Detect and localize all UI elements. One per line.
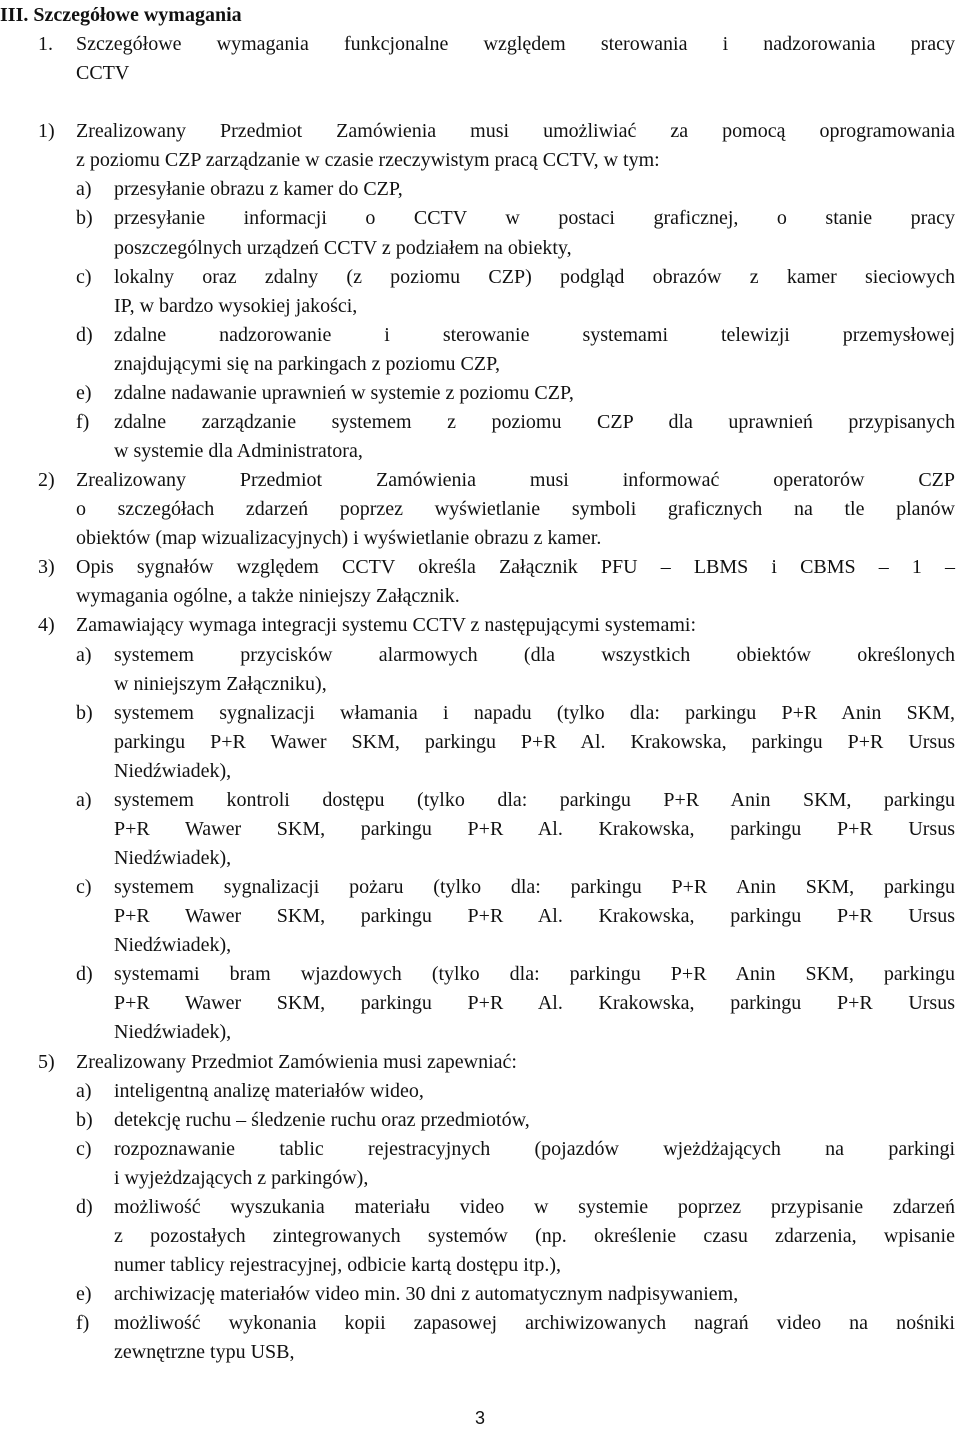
list-item-2-line — [0, 523, 960, 553]
list-item-2-text: Zrealizowany Przedmiot Zamówienia musi informować operatorów CZP — [76, 469, 955, 492]
list-subitem-c-text: i wyjeżdzających z parkingów), — [114, 1166, 369, 1189]
list-subitem-e-line — [0, 378, 960, 408]
list-subitem-f-text: w systemie dla Administratora, — [114, 440, 363, 463]
list-item-2-text: o szczegółach zdarzeń poprzez wyświetlanie symboli graficznych na tle planów — [76, 498, 955, 521]
list-subitem-b-line — [0, 698, 960, 728]
list-item-3-label: 3) — [38, 556, 55, 579]
list-subitem-a-text: systemem przycisków alarmowych (dla wszystkich obiektów określonych — [114, 643, 955, 666]
list-subitem-a-text: P+R Wawer SKM, parkingu P+R Al. Krakowska, parkingu P+R Ursus — [114, 817, 955, 840]
list-subitem-f-label: f) — [76, 1312, 90, 1335]
list-subitem-b-text: systemem sygnalizacji włamania i napadu (tylko dla: parkingu P+R Anin SKM, — [114, 701, 955, 724]
list-subitem-c-line — [0, 901, 960, 931]
list-subitem-b-label: b) — [76, 1108, 93, 1131]
list-subitem-c-line — [0, 262, 960, 292]
list-subitem-a-line — [0, 814, 960, 844]
list-subitem-c-label: c) — [76, 876, 92, 899]
list-subitem-d-line — [0, 988, 960, 1018]
list-subitem-d-text: zdalne nadzorowanie i sterowanie systemami telewizji przemysłowej — [114, 323, 955, 346]
list-subitem-a-line — [0, 174, 960, 204]
list-subitem-b-text: poszczególnych urządzeń CCTV z podziałem na obiekty, — [114, 236, 572, 259]
list-subitem-c-text: lokalny oraz zdalny (z poziomu CZP) podgląd obrazów z kamer sieciowych — [114, 265, 955, 288]
list-item-1-text: z poziomu CZP zarządzanie w czasie rzeczywistym pracą CCTV, w tym: — [76, 149, 660, 172]
list-subitem-b-line — [0, 233, 960, 263]
list-item-1-label: 1) — [38, 120, 55, 143]
list-subitem-d-label: d) — [76, 1195, 93, 1218]
list-subitem-c-text: rozpoznawanie tablic rejestracyjnych (pojazdów wjeżdżających na parkingi — [114, 1137, 955, 1160]
list-subitem-a-line — [0, 1076, 960, 1106]
list-subitem-c-text: systemem sygnalizacji pożaru (tylko dla: parkingu P+R Anin SKM, parkingu — [114, 876, 955, 899]
list-item-4-label: 4) — [38, 614, 55, 637]
list-subitem-f-text: zdalne zarządzanie systemem z poziomu CZP dla uprawnień przypisanych — [114, 410, 955, 433]
list-subitem-d-text: z pozostałych zintegrowanych systemów (np. określenie czasu zdarzenia, wpisanie — [114, 1224, 955, 1247]
list-subitem-c-line — [0, 291, 960, 321]
list-subitem-b-text: przesyłanie informacji o CCTV w postaci graficznej, o stanie pracy — [114, 207, 955, 230]
subsection-heading-text: CCTV — [76, 62, 130, 85]
list-subitem-c-line — [0, 872, 960, 902]
list-subitem-e-label: e) — [76, 1283, 92, 1306]
list-subitem-a-text: systemem kontroli dostępu (tylko dla: parkingu P+R Anin SKM, parkingu — [114, 788, 955, 811]
section-heading-text: III. Szczegółowe wymagania — [0, 4, 242, 26]
list-subitem-f-line — [0, 1308, 960, 1338]
list-subitem-b-line — [0, 203, 960, 233]
list-subitem-b-label: b) — [76, 701, 93, 724]
subsection-heading-line — [0, 58, 960, 88]
list-subitem-c-text: P+R Wawer SKM, parkingu P+R Al. Krakowska, parkingu P+R Ursus — [114, 905, 955, 928]
list-subitem-f-line — [0, 1337, 960, 1367]
list-item-2-label: 2) — [38, 469, 55, 492]
list-subitem-d-label: d) — [76, 963, 93, 986]
list-subitem-a-line — [0, 843, 960, 873]
list-item-5-label: 5) — [38, 1050, 55, 1073]
list-subitem-b-label: b) — [76, 207, 93, 230]
list-item-3-line — [0, 552, 960, 582]
list-subitem-d-text: systemami bram wjazdowych (tylko dla: parkingu P+R Anin SKM, parkingu — [114, 963, 955, 986]
list-item-5-text: Zrealizowany Przedmiot Zamówienia musi zapewniać: — [76, 1050, 517, 1073]
subsection-heading-line — [0, 29, 960, 59]
subsection-heading-label: 1. — [38, 33, 53, 56]
subsection-heading-text: Szczegółowe wymagania funkcjonalne względem sterowania i nadzorowania pracy — [76, 33, 955, 56]
list-subitem-a-text: inteligentną analizę materiałów wideo, — [114, 1079, 424, 1102]
list-item-5-line — [0, 1047, 960, 1077]
section-heading — [0, 0, 960, 30]
list-subitem-f-line — [0, 407, 960, 437]
list-subitem-c-line — [0, 930, 960, 960]
list-subitem-a-label: a) — [76, 788, 92, 811]
list-subitem-d-line — [0, 959, 960, 989]
list-subitem-d-text: możliwość wyszukania materiału video w systemie poprzez przypisanie zdarzeń — [114, 1195, 955, 1218]
list-subitem-c-text: IP, w bardzo wysokiej jakości, — [114, 294, 358, 317]
list-subitem-e-label: e) — [76, 381, 92, 404]
list-item-1-line — [0, 145, 960, 175]
list-subitem-d-line — [0, 1192, 960, 1222]
list-subitem-b-line — [0, 1105, 960, 1135]
list-subitem-a-text: przesyłanie obrazu z kamer do CZP, — [114, 178, 403, 201]
list-item-1-line — [0, 116, 960, 146]
list-subitem-f-text: zewnętrzne typu USB, — [114, 1341, 295, 1364]
list-subitem-b-text: parkingu P+R Wawer SKM, parkingu P+R Al. Krakowska, parkingu P+R Ursus — [114, 730, 955, 753]
list-subitem-a-text: w niniejszym Załączniku), — [114, 672, 327, 695]
list-subitem-e-line — [0, 1279, 960, 1309]
list-item-2-line — [0, 494, 960, 524]
list-item-3-line — [0, 581, 960, 611]
page-number: 3 — [474, 1408, 485, 1428]
list-subitem-c-line — [0, 1163, 960, 1193]
list-subitem-d-line — [0, 320, 960, 350]
list-subitem-d-text: Niedźwiadek), — [114, 1021, 232, 1044]
list-subitem-d-line — [0, 1017, 960, 1047]
list-subitem-d-text: znajdującymi się na parkingach z poziomu CZP, — [114, 352, 501, 375]
list-subitem-b-line — [0, 756, 960, 786]
list-item-3-text: Opis sygnałów względem CCTV określa Załącznik PFU – LBMS i CBMS – 1 – — [76, 556, 955, 579]
list-subitem-a-label: a) — [76, 643, 92, 666]
list-subitem-c-label: c) — [76, 1137, 92, 1160]
list-subitem-c-line — [0, 1134, 960, 1164]
list-subitem-a-line — [0, 669, 960, 699]
list-subitem-d-text: P+R Wawer SKM, parkingu P+R Al. Krakowska, parkingu P+R Ursus — [114, 992, 955, 1015]
list-subitem-f-label: f) — [76, 410, 90, 433]
list-subitem-e-text: zdalne nadawanie uprawnień w systemie z poziomu CZP, — [114, 381, 574, 404]
list-subitem-b-line — [0, 727, 960, 757]
list-item-2-line — [0, 465, 960, 495]
list-item-2-text: obiektów (map wizualizacyjnych) i wyświetlanie obrazu z kamer. — [76, 527, 602, 550]
list-subitem-a-line — [0, 640, 960, 670]
list-subitem-f-text: możliwość wykonania kopii zapasowej archiwizowanych nagrań video na nośniki — [114, 1312, 955, 1335]
list-item-4-text: Zamawiający wymaga integracji systemu CCTV z następującymi systemami: — [76, 614, 697, 637]
list-subitem-f-line — [0, 436, 960, 466]
list-subitem-b-text: detekcję ruchu – śledzenie ruchu oraz przedmiotów, — [114, 1108, 530, 1131]
list-subitem-a-line — [0, 785, 960, 815]
list-subitem-e-text: archiwizację materiałów video min. 30 dni z automatycznym nadpisywaniem, — [114, 1283, 739, 1306]
list-subitem-a-label: a) — [76, 178, 92, 201]
list-subitem-d-text: numer tablicy rejestracyjnej, odbicie kartą dostępu itp.), — [114, 1254, 562, 1276]
list-item-1-text: Zrealizowany Przedmiot Zamówienia musi umożliwiać za pomocą oprogramowania — [76, 120, 955, 143]
list-subitem-a-text: Niedźwiadek), — [114, 847, 232, 870]
list-item-3-text: wymagania ogólne, a także niniejszy Załącznik. — [76, 585, 460, 608]
list-subitem-a-label: a) — [76, 1079, 92, 1102]
list-subitem-d-label: d) — [76, 323, 93, 346]
list-subitem-d-line — [0, 349, 960, 379]
list-subitem-d-line — [0, 1221, 960, 1251]
list-item-4-line — [0, 610, 960, 640]
list-subitem-d-line — [0, 1250, 960, 1280]
list-subitem-b-text: Niedźwiadek), — [114, 759, 232, 782]
list-subitem-c-label: c) — [76, 265, 92, 288]
list-subitem-c-text: Niedźwiadek), — [114, 934, 232, 957]
